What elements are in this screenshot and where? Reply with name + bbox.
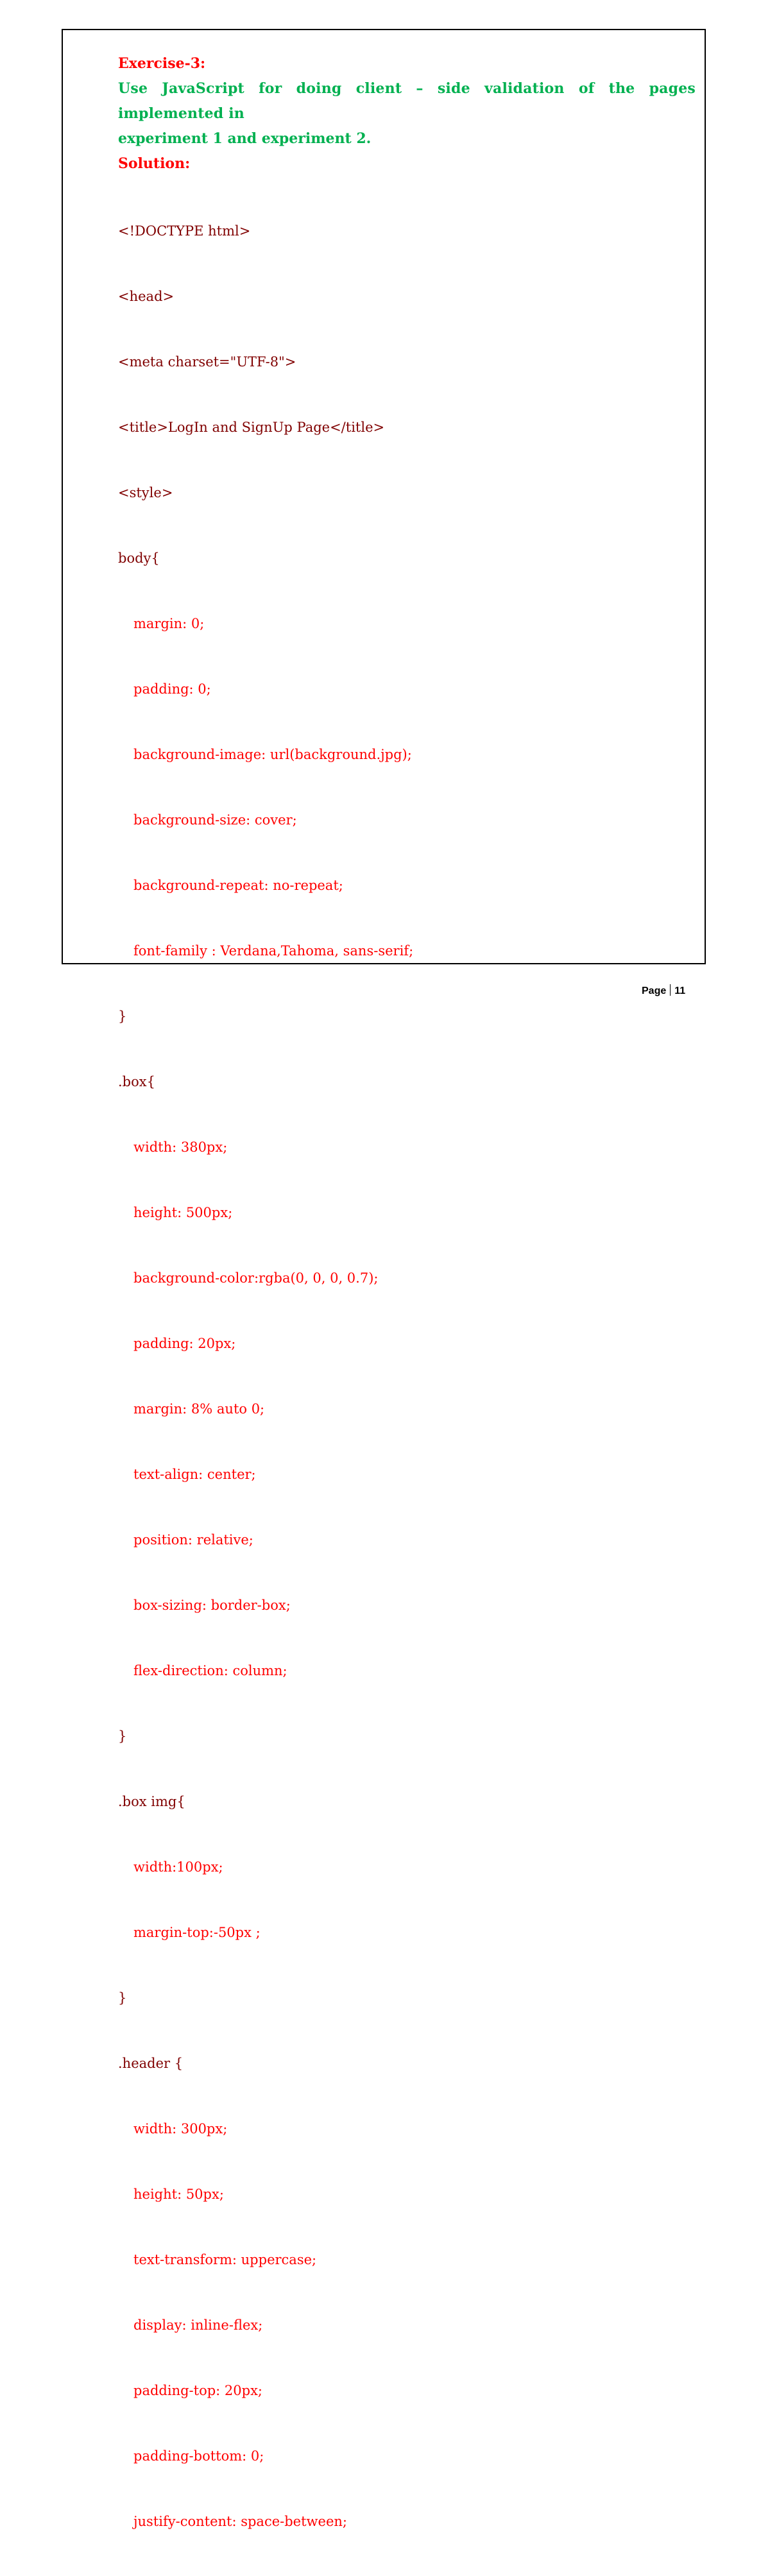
- code-line: .box img{: [118, 1794, 185, 1809]
- page-footer: [642, 984, 685, 997]
- code-line: text-transform: uppercase;: [133, 2252, 317, 2267]
- code-line: justify-content: space-between;: [133, 2514, 347, 2529]
- code-line: padding: 0;: [133, 681, 211, 697]
- task-line-1: Use JavaScript for doing client – side validation of the pages implemented in: [118, 80, 696, 122]
- task-line-2: experiment 1 and experiment 2.: [118, 130, 372, 147]
- code-line: padding: 20px;: [133, 1336, 236, 1351]
- code-line: text-align: center;: [133, 1467, 256, 1482]
- code-line: }: [118, 1990, 127, 2006]
- code-line: box-sizing: border-box;: [133, 1598, 291, 1613]
- code-line: margin-top:-50px ;: [133, 1925, 261, 1940]
- code-line: }: [118, 1009, 127, 1024]
- code-line: <style>: [118, 485, 173, 500]
- code-line: height: 500px;: [133, 1205, 233, 1220]
- footer-divider: [670, 984, 671, 996]
- code-line: font-family : Verdana,Tahoma, sans-serif;: [133, 943, 414, 959]
- code-line: body{: [118, 550, 160, 566]
- code-line: width: 300px;: [133, 2121, 228, 2137]
- code-line: <title>LogIn and SignUp Page</title>: [118, 420, 385, 435]
- code-line: <head>: [118, 289, 175, 304]
- page-label: Page: [642, 985, 667, 996]
- code-line: background-color:rgba(0, 0, 0, 0.7);: [133, 1270, 379, 1286]
- document-content: [118, 51, 696, 2576]
- code-line: .header {: [118, 2056, 184, 2071]
- code-line: padding-top: 20px;: [133, 2383, 262, 2398]
- code-line: <meta charset="UTF-8">: [118, 354, 296, 370]
- code-line: display: inline-flex;: [133, 2317, 263, 2333]
- exercise-title: Exercise-3:: [118, 55, 206, 72]
- code-line: padding-bottom: 0;: [133, 2448, 264, 2464]
- page-number: 11: [674, 985, 686, 996]
- code-line: width:100px;: [133, 1859, 223, 1875]
- code-line: position: relative;: [133, 1532, 253, 1548]
- code-line: }: [118, 1728, 127, 1744]
- code-line: background-image: url(background.jpg);: [133, 747, 412, 762]
- solution-label: Solution:: [118, 155, 191, 172]
- code-line: margin: 0;: [133, 616, 205, 631]
- code-line: height: 50px;: [133, 2187, 224, 2202]
- code-line: .box{: [118, 1074, 155, 1089]
- code-block: [118, 176, 696, 2576]
- code-line: flex-direction: column;: [133, 1663, 287, 1678]
- code-line: width: 380px;: [133, 1139, 228, 1155]
- code-line: background-repeat: no-repeat;: [133, 878, 343, 893]
- code-line: margin: 8% auto 0;: [133, 1401, 265, 1417]
- code-line: background-size: cover;: [133, 812, 297, 828]
- code-line: <!DOCTYPE html>: [118, 223, 251, 239]
